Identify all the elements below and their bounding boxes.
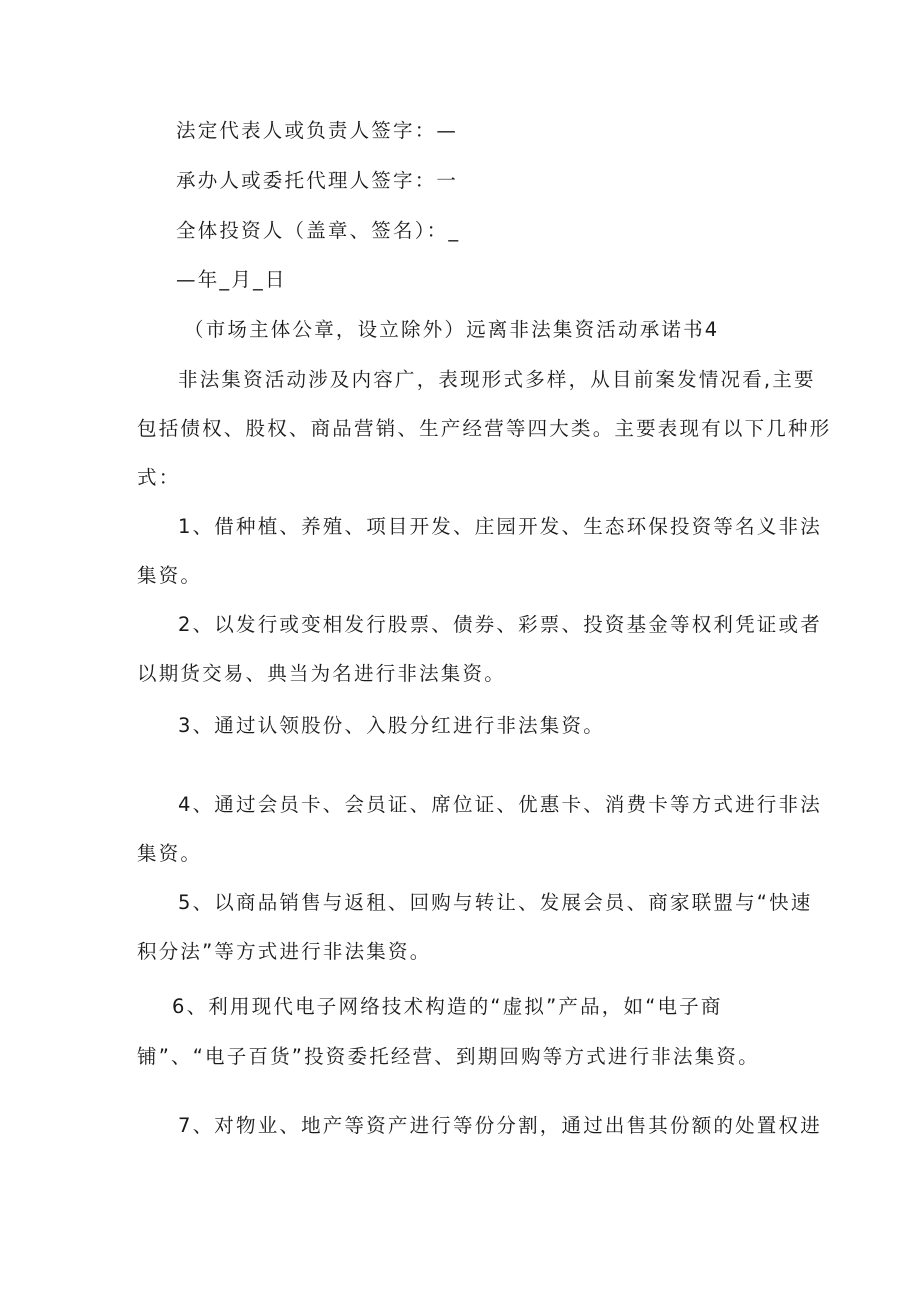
date-line: —年_月_日	[176, 268, 287, 291]
list-item-2-line: 以期货交易、典当为名进行非法集资。	[137, 662, 506, 685]
list-item-4-line: 集资。	[137, 842, 203, 865]
intro-paragraph-line: 非法集资活动涉及内容广，表现形式多样，从目前案发情况看,主要	[178, 368, 816, 391]
list-item-5-line: 5、以商品销售与返租、回购与转让、发展会员、商家联盟与“快速	[178, 891, 813, 914]
list-item-4-line: 4、通过会员卡、会员证、席位证、优惠卡、消费卡等方式进行非法	[178, 793, 822, 816]
list-item-1-line: 1、借种植、养殖、项目开发、庄园开发、生态环保投资等名义非法	[178, 515, 822, 538]
list-item-7-line: 7、对物业、地产等资产进行等份分割，通过出售其份额的处置权进	[178, 1114, 822, 1137]
investors-signature-line: 全体投资人（盖章、签名）：_	[176, 219, 461, 242]
legal-rep-signature-line: 法定代表人或负责人签字：—	[176, 119, 459, 142]
list-item-2-line: 2、以发行或变相发行股票、债券、彩票、投资基金等权利凭证或者	[178, 613, 822, 636]
list-item-1-line: 集资。	[137, 564, 203, 587]
document-title: （市场主体公章，设立除外）远离非法集资活动承诺书4	[184, 318, 720, 341]
list-item-3-line: 3、通过认领股份、入股分红进行非法集资。	[178, 714, 605, 737]
intro-paragraph-line: 包括债权、股权、商品营销、生产经营等四大类。主要表现有以下几种形	[137, 417, 832, 440]
intro-paragraph-line: 式：	[137, 466, 181, 489]
agent-signature-line: 承办人或委托代理人签字：一	[176, 169, 459, 192]
list-item-5-line: 积分法”等方式进行非法集资。	[137, 940, 432, 963]
list-item-6-line: 6、利用现代电子网络技术构造的“虚拟”产品，如“电子商	[172, 995, 723, 1018]
list-item-6-line: 铺”、“电子百货”投资委托经营、到期回购等方式进行非法集资。	[137, 1045, 760, 1068]
